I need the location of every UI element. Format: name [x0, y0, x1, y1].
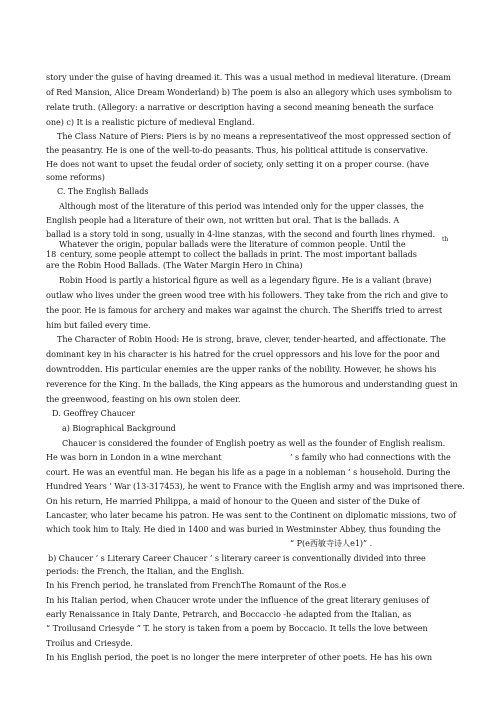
- text-line: Lancaster, who later became his patron. He was sent to the Continent on diplomatic missions, two of: [46, 510, 457, 520]
- section-heading: C. The English Ballads: [57, 186, 149, 196]
- text-line: The Class Nature of Piers: Piers is by no means a representativeof the most oppressed section of: [57, 131, 451, 141]
- text-line: He was born in London in a wine merchant: [46, 452, 222, 462]
- text-line: b) Chaucer ’ s Literary Career Chaucer ’ s literary career is conventionally divided into three: [48, 553, 426, 563]
- text-line: In his French period, he translated from FrenchThe Romaunt of the Ros.e: [46, 580, 347, 590]
- section-heading: D. Geoffrey Chaucer: [52, 408, 135, 418]
- sub-heading: a) Biographical Background: [62, 423, 176, 433]
- text-line: early Renaissance in Italy Dante, Petrarch, and Boccaccio -he adapted from the Italian, as: [46, 609, 412, 619]
- text-line: Troilus and Criesyde.: [46, 638, 133, 648]
- text-line: 18: [46, 249, 57, 259]
- text-line: Chaucer is considered the founder of English poetry as well as the founder of English realism.: [62, 438, 446, 448]
- text-line: ’ s family who had connections with the: [290, 452, 451, 462]
- text-line: “ P(e西敏寺诗人e1)” .: [290, 538, 373, 548]
- text-line: ballad is a story told in song, usually in 4-line stanzas, with the second and fourth lines rhymed.: [46, 229, 436, 239]
- text-line: of Red Mansion, Alice Dream Wonderland) b) The poem is also an allegory which uses symbolism to: [46, 87, 452, 97]
- text-line: dominant key in his character is his hatred for the cruel oppressors and his love for the poor and: [46, 349, 440, 359]
- text-line: one) c) It is a realistic picture of medieval England.: [46, 117, 255, 127]
- text-line: downtrodden. His particular enemies are the upper ranks of the nobility. However, he shows his: [46, 364, 437, 374]
- text-line: relate truth. (Allegory: a narrative or description having a second meaning beneath the surface: [46, 102, 434, 112]
- text-line: the peasantry. He is one of the well-to-do peasants. Thus, his political attitude is conservative.: [46, 145, 428, 155]
- text-line: “ Troilusand Criesyde ” T. he story is taken from a poem by Boccacio. It tells the love between: [46, 623, 428, 633]
- text-line: the greenwood, feasting on his own stolen deer.: [46, 394, 241, 404]
- text-line: the poor. He is famous for archery and makes war against the church. The Sheriffs tried to arrest: [46, 305, 443, 315]
- text-line: In his English period, the poet is no longer the mere interpreter of other poets. He has his own: [46, 652, 433, 662]
- text-line: are the Robin Hood Ballads. (The Water Margin Hero in China): [46, 260, 303, 270]
- text-line: English people had a literature of their own, not written but oral. That is the ballads. A: [46, 215, 400, 225]
- text-line: him but failed every time.: [46, 320, 151, 330]
- text-line: Hundred Years ’ War (13-317453), he went to France with the English army and was imprisoned there.: [46, 481, 465, 491]
- text-line: some reforms): [46, 172, 105, 182]
- superscript: th: [442, 236, 449, 243]
- text-line: Whatever the origin, popular ballads were the literature of common people. Until the: [59, 239, 406, 249]
- text-line: story under the guise of having dreamed it. This was a usual method in medieval literature. (Dream: [46, 72, 451, 82]
- text-line: court. He was an eventful man. He began his life as a page in a nobleman ’ s household. During the: [46, 467, 451, 477]
- text-line: Although most of the literature of this period was intended only for the upper classes, the: [59, 201, 424, 211]
- text-line: On his return, He married Philippa, a maid of honour to the Queen and sister of the Duke of: [46, 496, 420, 506]
- text-line: century, some people attempt to collect the ballads in print. The most important ballads: [60, 249, 417, 259]
- text-line: reverence for the King. In the ballads, the King appears as the humorous and understanding guest in: [46, 379, 458, 389]
- text-line: Robin Hood is partly a historical figure as well as a legendary figure. He is a valiant (brave): [59, 275, 432, 285]
- text-line: The Character of Robin Hood: He is strong, brave, clever, tender-hearted, and affectionate. The: [57, 334, 446, 344]
- text-line: outlaw who lives under the green wood tree with his followers. They take from the rich and give to: [46, 290, 448, 300]
- text-line: In his Italian period, when Chaucer wrote under the influence of the great literary geniuses of: [46, 595, 430, 605]
- text-line: He does not want to upset the feudal order of society, only setting it on a proper course. (have: [46, 159, 429, 169]
- text-line: periods: the French, the Italian, and the English.: [46, 566, 245, 576]
- text-line: which took him to Italy. He died in 1400 and was buried in Westminster Abbey, thus founding the: [46, 524, 441, 534]
